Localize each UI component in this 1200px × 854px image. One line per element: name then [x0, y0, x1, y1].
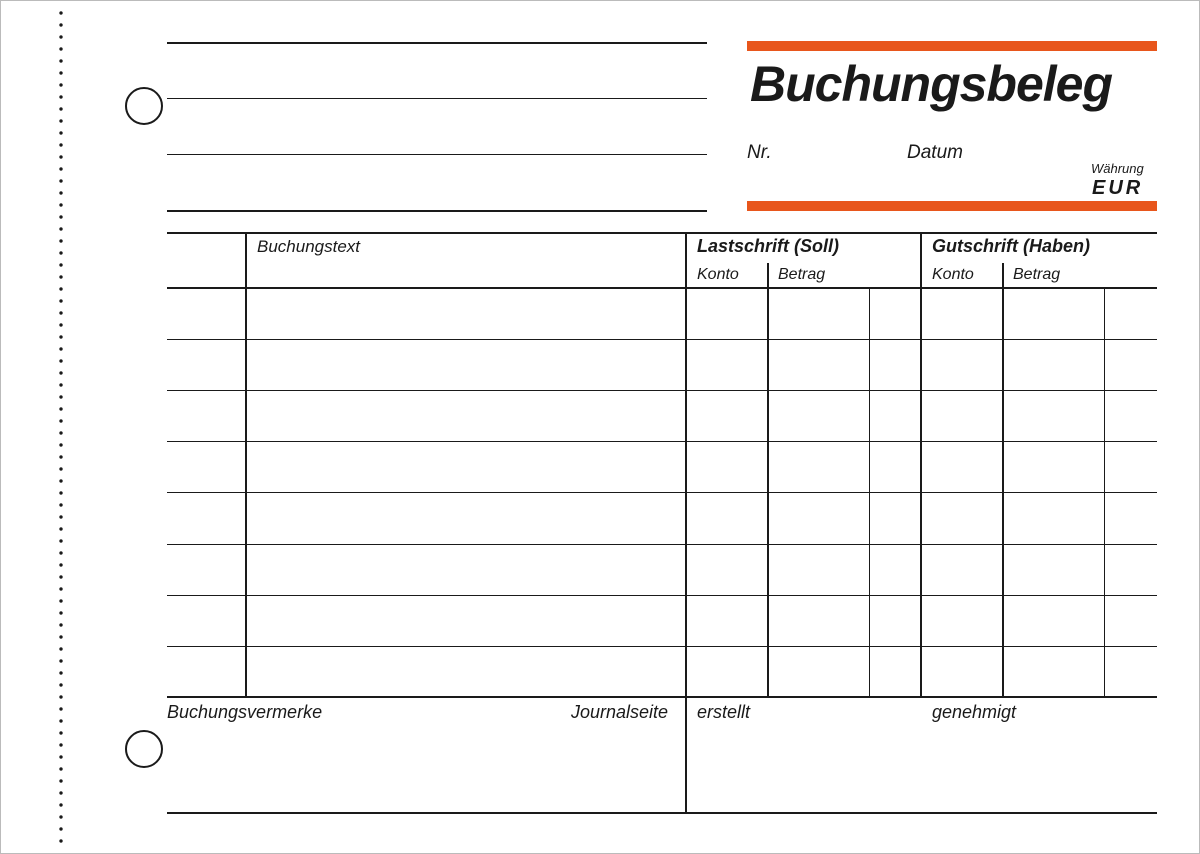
genehmigt-label: genehmigt — [932, 702, 1017, 722]
erstellt-label: erstellt — [697, 702, 751, 722]
col-divider-haben-konto — [1002, 263, 1004, 697]
table-row-line — [167, 544, 1157, 545]
perforation-line — [59, 7, 63, 849]
col-divider-haben — [920, 233, 922, 697]
address-line-4 — [167, 210, 707, 212]
table-row-line — [167, 441, 1157, 442]
currency-value: EUR — [1092, 177, 1144, 199]
table-row-line — [167, 646, 1157, 647]
col-divider-text — [245, 233, 247, 697]
table-top-border — [167, 232, 1157, 234]
soll-konto-label: Konto — [697, 266, 739, 283]
address-line-3 — [167, 154, 707, 155]
col-divider-soll — [685, 233, 687, 813]
orange-bar-bottom — [747, 201, 1157, 211]
nr-label: Nr. — [747, 142, 772, 163]
buchungstext-header: Buchungstext — [257, 237, 361, 256]
address-line-2 — [167, 98, 707, 99]
punch-hole-top — [125, 87, 163, 125]
punch-hole-bottom — [125, 730, 163, 768]
waehrung-label: Währung — [1091, 161, 1144, 176]
form-title: Buchungsbeleg — [750, 56, 1113, 112]
table-bottom-border — [167, 696, 1157, 698]
footer-bottom-border — [167, 812, 1157, 814]
table-row-line — [167, 390, 1157, 391]
journalseite-label: Journalseite — [571, 702, 669, 722]
address-line-1 — [167, 42, 707, 44]
haben-betrag-label: Betrag — [1013, 266, 1061, 283]
lastschrift-header: Lastschrift (Soll) — [697, 236, 840, 256]
table-row-line — [167, 595, 1157, 596]
table-header-bottom — [167, 287, 1157, 289]
table-row-line — [167, 492, 1157, 493]
haben-konto-label: Konto — [932, 266, 974, 283]
soll-betrag-label: Betrag — [778, 266, 826, 283]
col-divider-haben-cents — [1104, 288, 1105, 697]
gutschrift-header: Gutschrift (Haben) — [932, 236, 1091, 256]
col-divider-soll-cents — [869, 288, 870, 697]
col-divider-soll-konto — [767, 263, 769, 697]
table-row-line — [167, 339, 1157, 340]
orange-bar-top — [747, 41, 1157, 51]
datum-label: Datum — [907, 142, 963, 163]
buchungsvermerke-label: Buchungsvermerke — [167, 702, 323, 722]
